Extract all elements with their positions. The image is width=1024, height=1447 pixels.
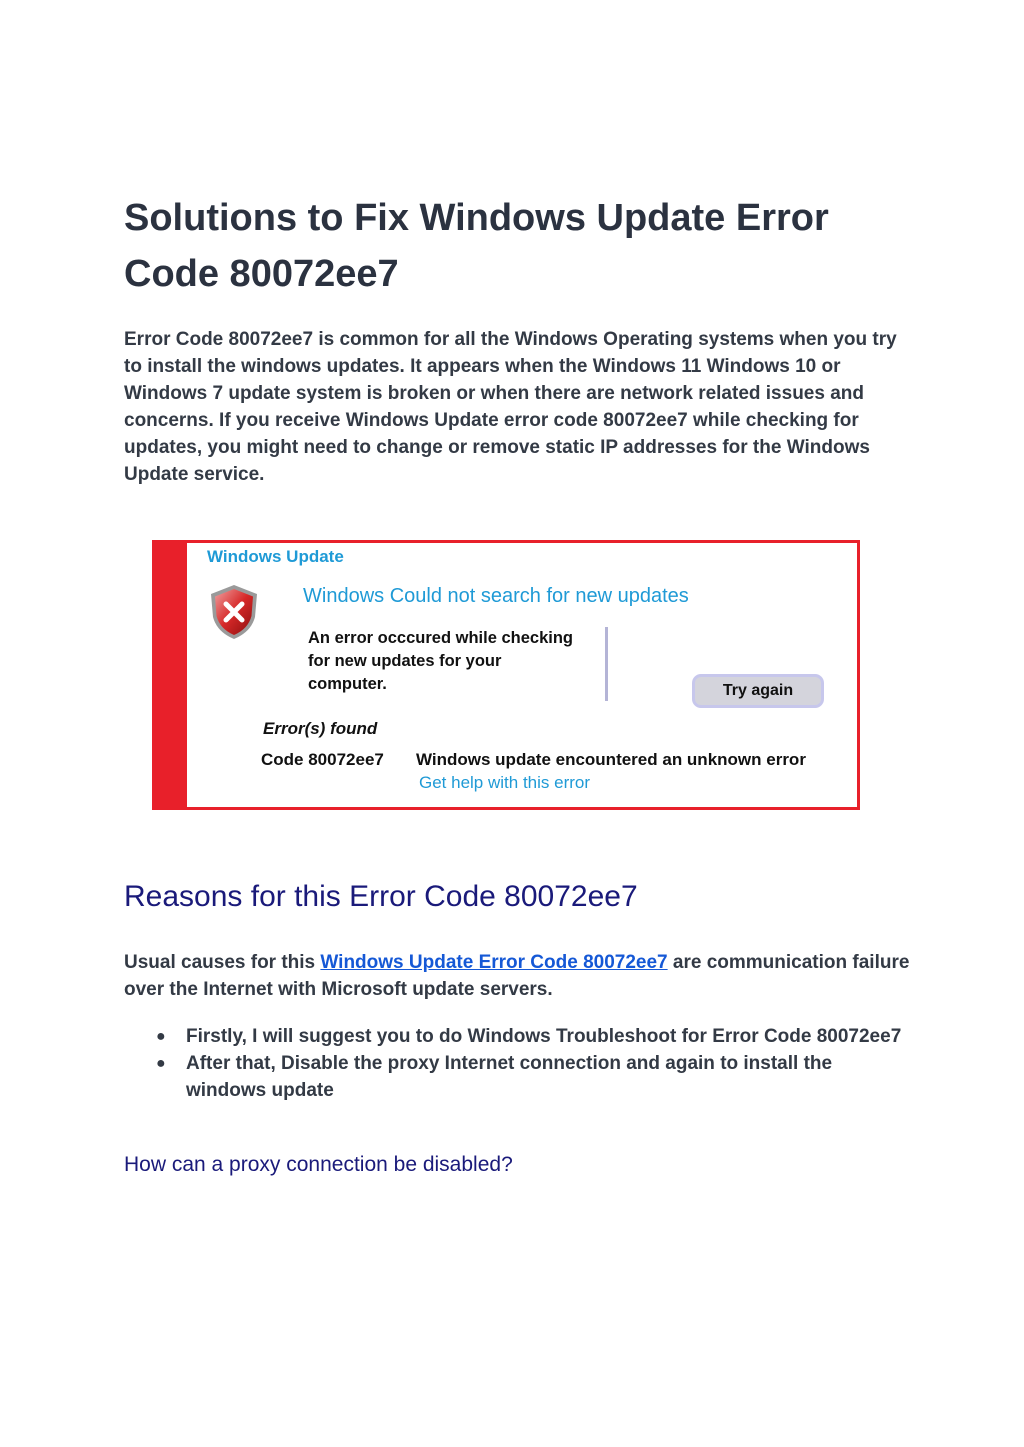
get-help-link[interactable]: Get help with this error [419,773,591,792]
error-code-link[interactable]: Windows Update Error Code 80072ee7 [320,952,668,973]
intro-paragraph: Error Code 80072ee7 is common for all the Windows Operating systems when you try to install the windows updates. It appears when the Windows 11 Windows 10 or Windows 7 update system is broken or when there are network related issues and concerns. If you receive Windows Update error code 80072ee7 while checking for updates, you might need to change or remove static IP addresses for the Windows Update service. [124,329,897,485]
cause-text-before: Usual causes for this [124,952,321,973]
page-title: Solutions to Fix Windows Update Error Code 80072ee7 [124,197,829,295]
dialog-message: An error occcured while checking for new updates for your computer. [308,629,573,693]
errors-found-label: Error(s) found [263,719,378,738]
dialog-heading: Windows Could not search for new updates [303,585,689,607]
solution-list [124,1023,904,1104]
error-screenshot [152,540,860,810]
shield-error-icon [208,583,260,641]
bullet-icon: ● [156,1055,166,1072]
error-code: Code 80072ee7 [261,750,384,769]
list-item-text: Firstly, I will suggest you to do Windows Troubleshoot for Error Code 80072ee7 [186,1026,902,1047]
list-item [124,1023,904,1050]
try-again-button[interactable]: Try again [692,674,824,708]
reasons-heading: Reasons for this Error Code 80072ee7 [124,880,638,913]
list-item [124,1050,904,1104]
list-item-text: After that, Disable the proxy Internet connection and again to install the windows update [186,1053,833,1101]
cause-text-after: are communication failure over the Internet with Microsoft update servers. [124,952,910,1000]
error-description: Windows update encountered an unknown error [416,750,806,769]
dialog-divider [605,627,608,701]
dialog-app-name: Windows Update [207,547,344,566]
error-side-strip [155,543,187,807]
bullet-icon: ● [156,1028,166,1045]
cause-paragraph [124,949,914,1003]
proxy-heading: How can a proxy connection be disabled? [124,1153,513,1176]
